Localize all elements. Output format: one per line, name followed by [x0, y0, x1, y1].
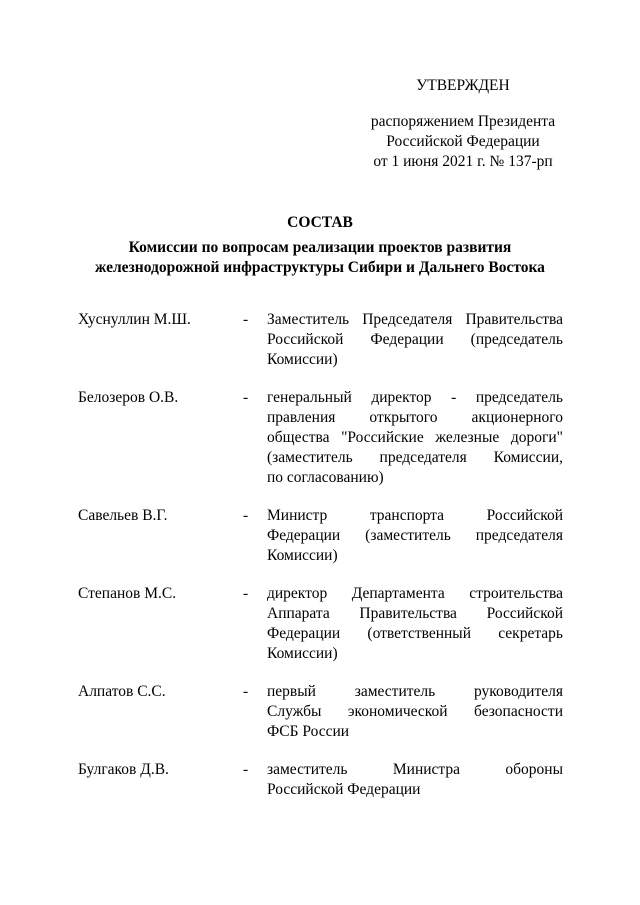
member-entry — [78, 388, 563, 488]
member-dash: - — [243, 507, 249, 524]
member-name: Белозеров О.В. — [78, 389, 179, 406]
member-entry — [78, 310, 563, 370]
role-line: Министр транспорта Российской — [267, 507, 563, 524]
role-line: Федерации (ответственный секретарь — [267, 625, 563, 642]
member-dash: - — [243, 311, 249, 328]
role-line: директор Департамента строительства — [267, 585, 563, 602]
member-dash: - — [243, 761, 249, 778]
role-line: Федерации (заместитель председателя — [267, 527, 563, 544]
role-line: по согласованию) — [267, 469, 384, 486]
subtitle-line: Комиссии по вопросам реализации проектов развития — [128, 239, 512, 256]
member-role — [267, 760, 563, 800]
role-line: общества "Российские железные дороги" — [267, 429, 563, 446]
member-dash: - — [243, 585, 249, 602]
role-line: Комиссии) — [267, 547, 338, 564]
approval-line: от 1 июня 2021 г. № 137-рп — [373, 153, 553, 170]
member-role — [267, 506, 563, 566]
member-entry — [78, 584, 563, 664]
member-entry — [78, 682, 563, 742]
document-subtitle — [60, 238, 580, 278]
role-line: Комиссии) — [267, 645, 338, 662]
document-title: СОСТАВ — [287, 214, 353, 231]
approval-heading: УТВЕРЖДЕН — [416, 77, 510, 94]
subtitle-line: железнодорожной инфраструктуры Сибири и Дальнего Востока — [95, 259, 545, 276]
member-dash: - — [243, 683, 249, 700]
role-line: Заместитель Председателя Правительства — [267, 311, 563, 328]
member-name: Хуснуллин М.Ш. — [78, 311, 191, 328]
approval-line: распоряжением Президента — [370, 113, 556, 130]
role-line: Службы экономической безопасности — [267, 703, 563, 720]
role-line: Российской Федерации (председатель — [267, 331, 563, 348]
member-entry — [78, 760, 563, 800]
member-name: Степанов М.С. — [78, 585, 177, 602]
member-role — [267, 682, 563, 742]
role-line: (заместитель председателя Комиссии, — [267, 449, 563, 466]
role-line: Комиссии) — [267, 351, 338, 368]
role-line: правления открытого акционерного — [267, 409, 563, 426]
role-line: ФСБ России — [267, 723, 350, 740]
role-line: Российской Федерации — [267, 781, 421, 798]
member-role — [267, 388, 563, 488]
role-line: заместитель Министра обороны — [267, 761, 563, 778]
role-line: первый заместитель руководителя — [267, 683, 563, 700]
member-role — [267, 310, 563, 370]
members-list — [78, 310, 563, 800]
member-entry — [78, 506, 563, 566]
member-name: Булгаков Д.В. — [78, 761, 169, 778]
role-line: Аппарата Правительства Российской — [267, 605, 563, 622]
member-role — [267, 584, 563, 664]
member-dash: - — [243, 389, 249, 406]
approval-lines — [340, 112, 586, 172]
approval-line: Российской Федерации — [386, 133, 540, 150]
member-name: Савельев В.Г. — [78, 507, 168, 524]
member-name: Алпатов С.С. — [78, 683, 166, 700]
role-line: генеральный директор - председатель — [267, 389, 563, 406]
approval-block — [340, 76, 586, 172]
